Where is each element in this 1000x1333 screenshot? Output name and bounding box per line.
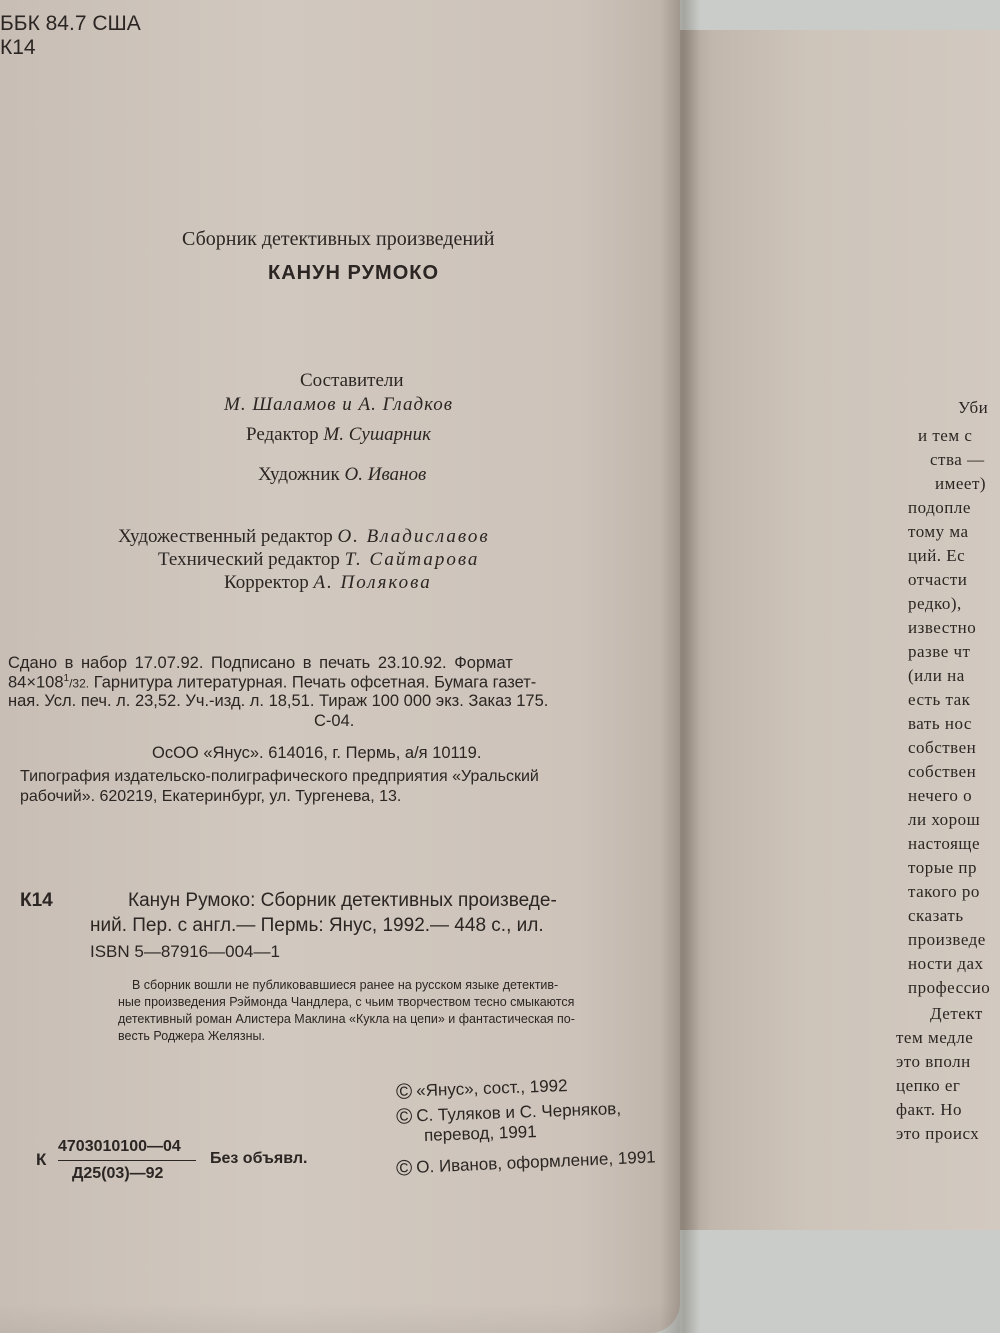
right-page-line: нечего о <box>908 786 973 805</box>
right-page-line: такого ро <box>908 882 980 901</box>
right-page-line: профессио <box>908 978 991 997</box>
right-page-line: собствен <box>908 738 977 757</box>
right-page-line: настояще <box>908 834 981 853</box>
catalog-line-2: ний. Пер. с англ.— Пермь: Янус, 1992.— 448 с., ил. <box>90 915 544 936</box>
right-page-line: Детект <box>930 1004 983 1023</box>
copyright-icon: © <box>395 1078 413 1104</box>
right-page-line: это происх <box>896 1124 980 1143</box>
publisher-line: ОсОО «Янус». 614016, г. Пермь, а/я 10119. <box>152 744 482 762</box>
copyright-icon: © <box>395 1103 413 1129</box>
catalog-line-1: Канун Румоко: Сборник детективных произведе- <box>128 890 557 911</box>
page-gutter-shadow <box>660 0 700 1333</box>
tech-editor-label: Технический редактор <box>158 549 340 570</box>
copyright-3-text: О. Иванов, оформление, 1991 <box>415 1147 657 1177</box>
printing-line-2: рабочий». 620219, Екатеринбург, ул. Тургенева, 13. <box>20 788 402 805</box>
annotation-line-1: В сборник вошли не публиковавшиеся ранее на русском языке детектив- <box>132 978 559 992</box>
catalog-code: К14 <box>20 890 53 911</box>
right-page-line: торые пр <box>908 858 978 877</box>
right-page-line: собствен <box>908 762 977 781</box>
tech-editor-name: Т. Сайтарова <box>344 549 480 570</box>
copyright-icon: © <box>395 1154 413 1181</box>
artist-label: Художник <box>258 464 340 485</box>
proofreader-label: Корректор <box>224 572 309 593</box>
editor-label: Редактор <box>246 424 319 445</box>
right-page-line: ций. Ес <box>908 546 966 565</box>
book-title: КАНУН РУМОКО <box>268 262 440 284</box>
right-page-line: ства — <box>930 450 985 469</box>
bottom-code-fraction-line <box>58 1160 196 1161</box>
collection-type: Сборник детективных произведений <box>182 228 495 250</box>
annotation-line-4: весть Роджера Желязны. <box>118 1029 265 1043</box>
right-page-line: Уби <box>958 398 989 417</box>
bbk-code: ББК 84.7 США <box>0 12 141 35</box>
right-page-line: известно <box>908 618 977 637</box>
imprint-line-1: Сдано в набор 17.07.92. Подписано в печать 23.10.92. Формат <box>8 654 513 672</box>
art-editor-label: Художественный редактор <box>118 526 333 547</box>
right-page-line: это вполн <box>896 1052 971 1071</box>
annotation-line-2: ные произведения Рэймонда Чандлера, с чьим творчеством тесно смыкаются <box>118 995 575 1009</box>
index-code: К14 <box>0 36 36 59</box>
bottom-code-numerator: 4703010100—04 <box>58 1138 181 1155</box>
right-page-line: (или на <box>908 666 965 685</box>
art-editor-line <box>118 526 490 548</box>
right-page-line: ли хорош <box>908 810 981 829</box>
compilers: М. Шаламов и А. Гладков <box>224 394 453 415</box>
copyright-2-continued: перевод, 1991 <box>423 1122 537 1145</box>
right-page-line: и тем с <box>918 426 973 445</box>
bottom-code-letter: К <box>36 1150 47 1169</box>
right-page-line: есть так <box>908 690 971 709</box>
proofreader-line <box>224 572 432 594</box>
right-page-line: имеет) <box>935 474 987 493</box>
catalog-isbn: ISBN 5—87916—004—1 <box>90 942 280 961</box>
format-base: 84×108 <box>8 673 64 692</box>
right-page-line: факт. Но <box>896 1100 963 1119</box>
right-page-line: цепко ег <box>896 1076 961 1095</box>
right-page-line: подопле <box>908 498 971 517</box>
artist-line <box>258 464 426 486</box>
imprint-line-2-text: Гарнитура литературная. Печать офсетная. Бумага газет- <box>93 673 537 692</box>
bottom-code-note: Без объявл. <box>210 1150 308 1167</box>
copyright-1-text: «Янус», сост., 1992 <box>415 1076 568 1101</box>
right-page-line: отчасти <box>908 570 968 589</box>
right-page-line: тому ма <box>908 522 969 541</box>
compilers-heading: Составители <box>300 370 404 391</box>
right-page-line: ности дах <box>908 954 984 973</box>
bottom-code-denominator: Д25(03)—92 <box>72 1165 164 1182</box>
editor-line <box>246 424 431 446</box>
imprint-line-4: С-04. <box>314 712 355 730</box>
tech-editor-line <box>158 549 479 571</box>
right-page-line: редко), <box>908 594 962 613</box>
right-page-line: разве чт <box>908 642 971 661</box>
format-sup: 1 <box>63 673 70 684</box>
art-editor-name: О. Владиславов <box>337 526 490 547</box>
printing-line-1: Типография издательско-полиграфического предприятия «Уральский <box>20 768 539 785</box>
right-page-line: тем медле <box>896 1028 974 1047</box>
format-sub: /32. <box>69 676 90 691</box>
imprint-line-2 <box>8 673 536 693</box>
right-page-line: вать нос <box>908 714 972 733</box>
right-page-line: сказать <box>908 906 964 925</box>
copyright-2-text: С. Туляков и С. Черняков, <box>415 1099 622 1126</box>
artist-name: О. Иванов <box>344 464 427 485</box>
imprint-line-3: ная. Усл. печ. л. 23,52. Уч.-изд. л. 18,51. Тираж 100 000 экз. Заказ 175. <box>8 692 549 710</box>
editor-name: М. Сушарник <box>323 424 431 445</box>
annotation-line-3: детективный роман Алистера Маклина «Кукла на цепи» и фантастическая по- <box>118 1012 575 1026</box>
right-page-line: произведе <box>908 930 986 949</box>
proofreader-name: А. Полякова <box>313 572 432 593</box>
